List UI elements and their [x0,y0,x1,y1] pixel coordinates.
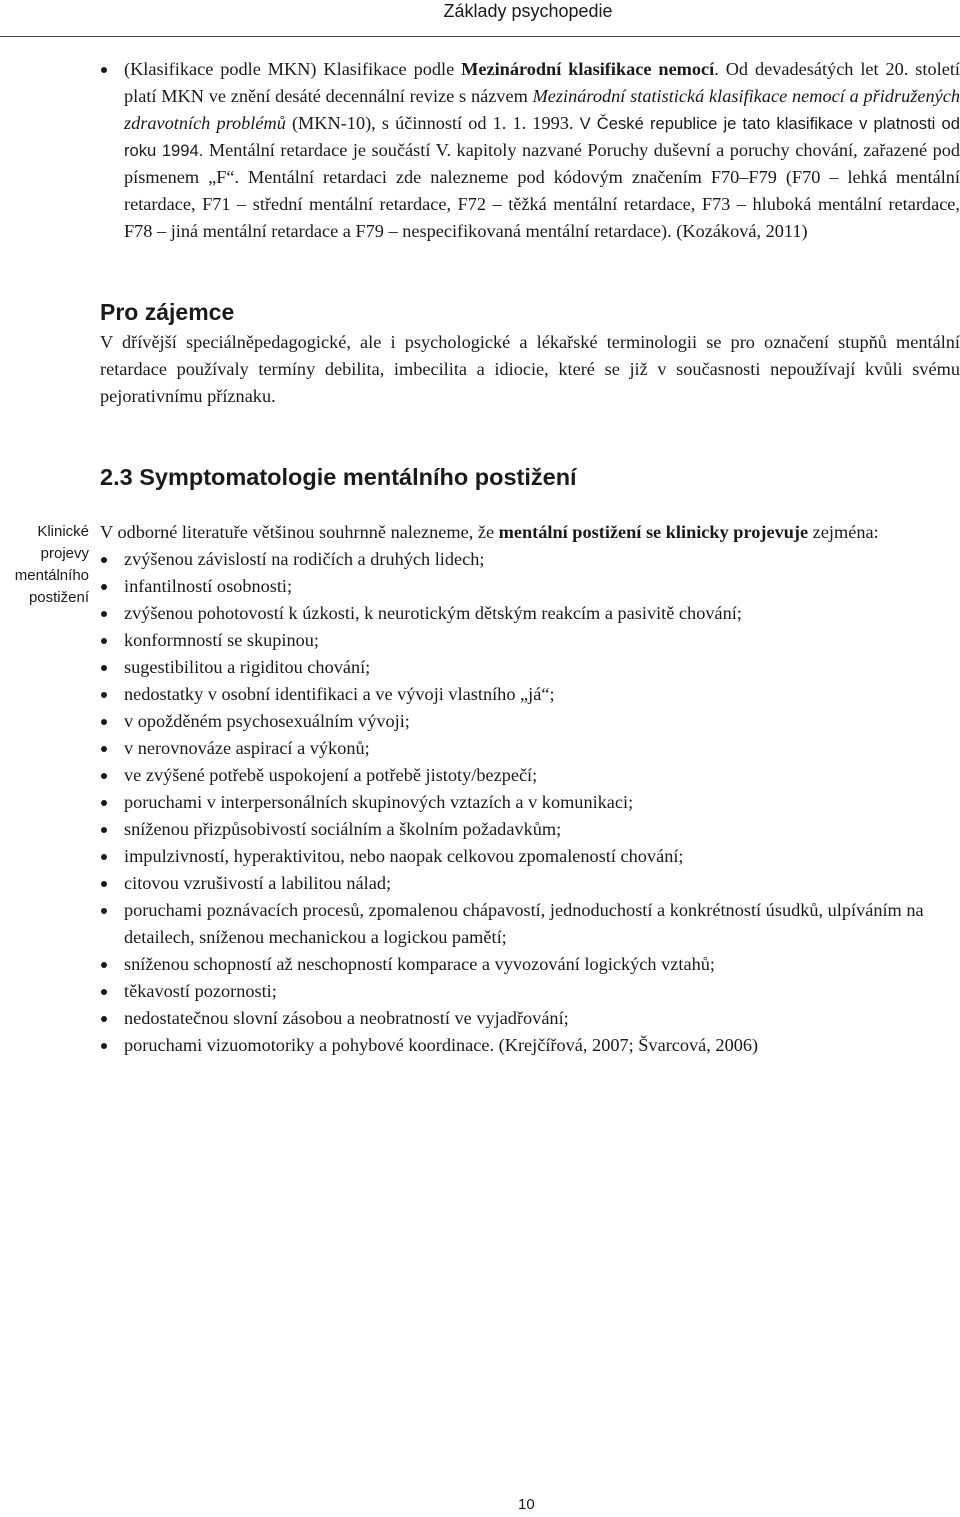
list-item: ve zvýšené potřebě uspokojení a potřebě jistoty/bezpečí; [100,762,960,789]
intro-text-7: Mentální retardace je součástí V. kapitoly nazvané Poruchy duševní a poruchy chování, zařazené pod písmenem „F“. Mentální retardaci zde nalezneme pod kódovým značením F70–F79 (F70 – lehká mentální retardace, F71 – střední mentální retardace, F72 – těžká mentální retardace, F73 – hluboká mentální retardace, F78 – jiná mentální retardace a F79 – nespecifikovaná mentální retardace). (Kozáková, 2011) [124,140,960,241]
intro-section [100,56,960,245]
page-number: 10 [518,1496,535,1513]
list-item: zvýšenou pohotovostí k úzkosti, k neurotickým dětským reakcím a pasivitě chování; [100,600,960,627]
intro-text-1: (Klasifikace podle MKN) Klasifikace podle [124,59,462,79]
list-item: těkavostí pozornosti; [100,978,960,1005]
symptom-list [100,546,960,1059]
list-item: konformností se skupinou; [100,627,960,654]
list-item: infantilností osobnosti; [100,573,960,600]
header-title: Základy psychopedie [443,1,613,21]
symptoms-intro-bold: mentální postižení se klinicky projevuje [498,522,809,542]
intro-bullet-paragraph [100,56,960,245]
list-item: poruchami poznávacích procesů, zpomalenou chápavostí, jednoduchostí a konkrétností úsudků, ulpíváním na detailech, sníženou mechanickou a logickou pamětí; [100,897,960,951]
list-item: nedostatečnou slovní zásobou a neobratností ve vyjadřování; [100,1005,960,1032]
intro-text-3: . Od devadesátých let 20. století platí MKN ve znění desáté decennální revize s názvem [124,59,960,106]
list-item: v nerovnováze aspirací a výkonů; [100,735,960,762]
section-heading: 2.3 Symptomatologie mentálního postižení [100,464,577,490]
box-heading: Pro zájemce [100,299,235,325]
list-item: sugestibilitou a rigiditou chování; [100,654,960,681]
list-item: v opožděném psychosexuálním vývoji; [100,708,960,735]
running-header [0,0,960,37]
list-item: impulzivností, hyperaktivitou, nebo naopak celkovou zpomaleností chování; [100,843,960,870]
intro-mkn-bold: Mezinárodní klasifikace nemocí [461,59,715,79]
intro-czech-validity: V České republice je tato klasifikace v platnosti od roku 1994. [124,114,960,160]
margin-note: Klinické projevy mentálního postižení [14,523,89,606]
list-item: citovou vzrušivostí a labilitou nálad; [100,870,960,897]
list-item: nedostatky v osobní identifikaci a ve vývoji vlastního „já“; [100,681,960,708]
symptoms-intro-text-3: zejména: [808,522,879,542]
box-text: V dřívější speciálněpedagogické, ale i psychologické a lékařské terminologii se pro označení stupňů mentální retardace používaly termíny debilita, imbecilita a idiocie, které se již v současnosti nepoužívají kvůli svému pejorativnímu příznaku. [100,332,960,406]
list-item: poruchami v interpersonálních skupinových vztazích a v komunikaci; [100,789,960,816]
symptoms-section [100,519,960,1059]
intro-classification-title: Mezinárodní statistická klasifikace nemocí a přidružených zdravotních problémů [124,86,960,133]
symptoms-intro-text-1: V odborné literatuře většinou souhrnně nalezneme, že [100,522,499,542]
list-item: poruchami vizuomotoriky a pohybové koordinace. (Krejčířová, 2007; Švarcová, 2006) [100,1032,960,1059]
list-item: sníženou schopností až neschopností komparace a vyvozování logických vztahů; [100,951,960,978]
pro-zajemce-box [100,329,960,410]
list-item: sníženou přizpůsobivostí sociálním a školním požadavkům; [100,816,960,843]
list-item: zvýšenou závislostí na rodičích a druhých lidech; [100,546,960,573]
symptoms-intro [100,519,960,546]
intro-text-5: (MKN-10), s účinností od 1. 1. 1993. [285,113,580,133]
